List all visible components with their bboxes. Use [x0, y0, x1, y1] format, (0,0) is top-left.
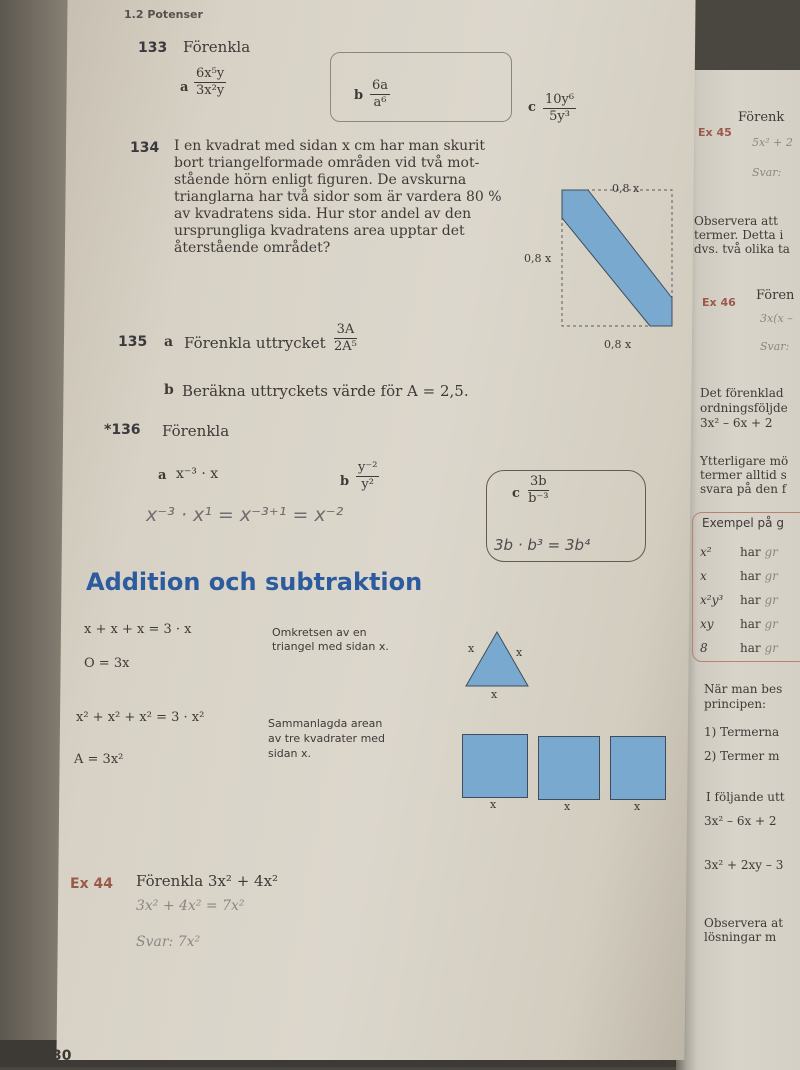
- figure-label-bottom: 0,8 x: [604, 338, 632, 351]
- triangle-label-bottom: x: [491, 688, 498, 701]
- page-number: 30: [52, 1048, 72, 1064]
- square-label-1: x: [490, 798, 497, 811]
- section-heading: Addition och subtraktion: [86, 568, 423, 596]
- problem-136b-label: b: [340, 474, 350, 489]
- right-i-foljande: I följande utt: [706, 790, 785, 804]
- right-term-list: x² har gr x har gr x²y³ har gr xy har gr 8 har gr: [700, 545, 778, 655]
- problem-136a-label: a: [158, 468, 167, 483]
- problem-133a-fraction: $\frac{\text{6x⁵y}}{\text{3x²y}}$: [196, 66, 225, 98]
- example-44-text: Förenkla 3x² + 4x²: [136, 872, 279, 890]
- example-44-work: 3x² + 4x² = 7x²: [136, 898, 245, 914]
- right-ex45-label: Ex 45: [698, 126, 732, 139]
- right-nar-man: När man bes principen:: [704, 682, 783, 711]
- right-ex45-text: Förenk: [738, 110, 785, 125]
- problem-136c-label: c: [512, 486, 520, 501]
- square-cut-figure: [540, 180, 680, 350]
- square-label-2: x: [564, 800, 571, 813]
- square-label-3: x: [634, 800, 641, 813]
- problem-135b-text: Beräkna uttryckets värde för A = 2,5.: [182, 382, 469, 400]
- right-ex46-label: Ex 46: [702, 296, 736, 309]
- addition-desc1: Omkretsen av en triangel med sidan x.: [272, 626, 389, 653]
- right-ytterligare: Ytterligare mö termer alltid s svara på den f: [700, 454, 789, 496]
- problem-133c-label: c: [528, 100, 536, 115]
- triangle-label-right: x: [516, 646, 523, 659]
- right-observera-2: Observera at lösningar m: [704, 916, 784, 944]
- problem-133a-label: a: [180, 80, 189, 95]
- problem-135b-label: b: [164, 382, 174, 398]
- example-44-answer: Svar: 7x²: [136, 934, 201, 950]
- figure-label-left: 0,8 x: [524, 252, 552, 265]
- problem-134-number: 134: [130, 140, 160, 156]
- problem-136b-fraction: $\frac{\text{y⁻²}}{\text{y²}}$: [358, 460, 378, 492]
- right-ex45-work: 5x² + 2: [752, 136, 793, 149]
- square-figure-2: [538, 736, 600, 800]
- addition-desc2: Sammanlagda arean av tre kvadrater med sidan x.: [268, 717, 386, 760]
- section-header: 1.2 Potenser: [124, 8, 203, 21]
- figure-label-top: 0,8 x: [612, 182, 640, 195]
- problem-133b-fraction: $\frac{6a}{\text{a⁶}}$: [372, 78, 389, 110]
- addition-eq2b: A = 3x²: [74, 752, 124, 767]
- problem-135-number: 135: [118, 334, 148, 350]
- handwritten-outline-133b: [330, 52, 512, 122]
- problem-136-instruction: Förenkla: [162, 422, 230, 440]
- addition-eq1: x + x + x = 3 · x: [84, 622, 192, 637]
- problem-136a-expr: x⁻³ · x: [176, 466, 219, 482]
- problem-136-number: *136: [104, 422, 141, 438]
- triangle-label-left: x: [468, 642, 475, 655]
- problem-136c-fraction: $\frac{3b}{\text{b⁻³}}$: [528, 474, 549, 506]
- square-figure-3: [610, 736, 666, 800]
- problem-135a-label: a: [164, 334, 174, 350]
- problem-133-number: 133: [138, 40, 168, 56]
- handwriting-136c: 3b · b³ = 3b⁴: [494, 536, 591, 554]
- square-figure-1: [462, 734, 528, 798]
- right-ex45-svar: Svar:: [752, 166, 782, 179]
- right-ex46-work: 3x(x –: [760, 312, 793, 325]
- right-expr2: 3x² + 2xy – 3: [704, 858, 784, 872]
- right-rules: 1) Termerna 2) Termer m: [704, 725, 780, 763]
- problem-134-text: I en kvadrat med sidan x cm har man skurit bort triangelformade områden vid två mot- stående hörn enligt figuren. De avskurna trianglarna har två sidor som är vardera 80 % av kvadratens sida. Hur stor andel av den ursprungliga kvadratens area upptar det återstående området?: [174, 138, 502, 256]
- handwriting-136a: x⁻³ · x¹ = x⁻³⁺¹ = x⁻²: [146, 504, 344, 526]
- example-44-label: Ex 44: [70, 876, 113, 892]
- addition-eq2: x² + x² + x² = 3 · x²: [76, 710, 205, 725]
- problem-133-instruction: Förenkla: [183, 38, 251, 56]
- problem-135a-fraction: $\frac{3A}{\text{2A⁵}}$: [334, 322, 357, 354]
- right-ex46-text: Fören: [756, 288, 795, 303]
- addition-eq1b: O = 3x: [84, 656, 130, 671]
- right-det-forenklade: Det förenklad ordningsföljde 3x² – 6x + 2: [700, 386, 788, 430]
- right-ex46-svar: Svar:: [760, 340, 790, 353]
- problem-135a-text: Förenkla uttrycket: [184, 334, 326, 352]
- right-observera-1: Observera att termer. Detta i dvs. två olika ta: [694, 214, 790, 256]
- triangle-figure: [462, 630, 532, 690]
- problem-133c-fraction: $\frac{\text{10y⁶}}{\text{5y³}}$: [545, 92, 575, 124]
- problem-133b-label: b: [354, 88, 364, 103]
- right-expr1: 3x² – 6x + 2: [704, 814, 777, 828]
- right-exempel-title: Exempel på g: [702, 516, 784, 530]
